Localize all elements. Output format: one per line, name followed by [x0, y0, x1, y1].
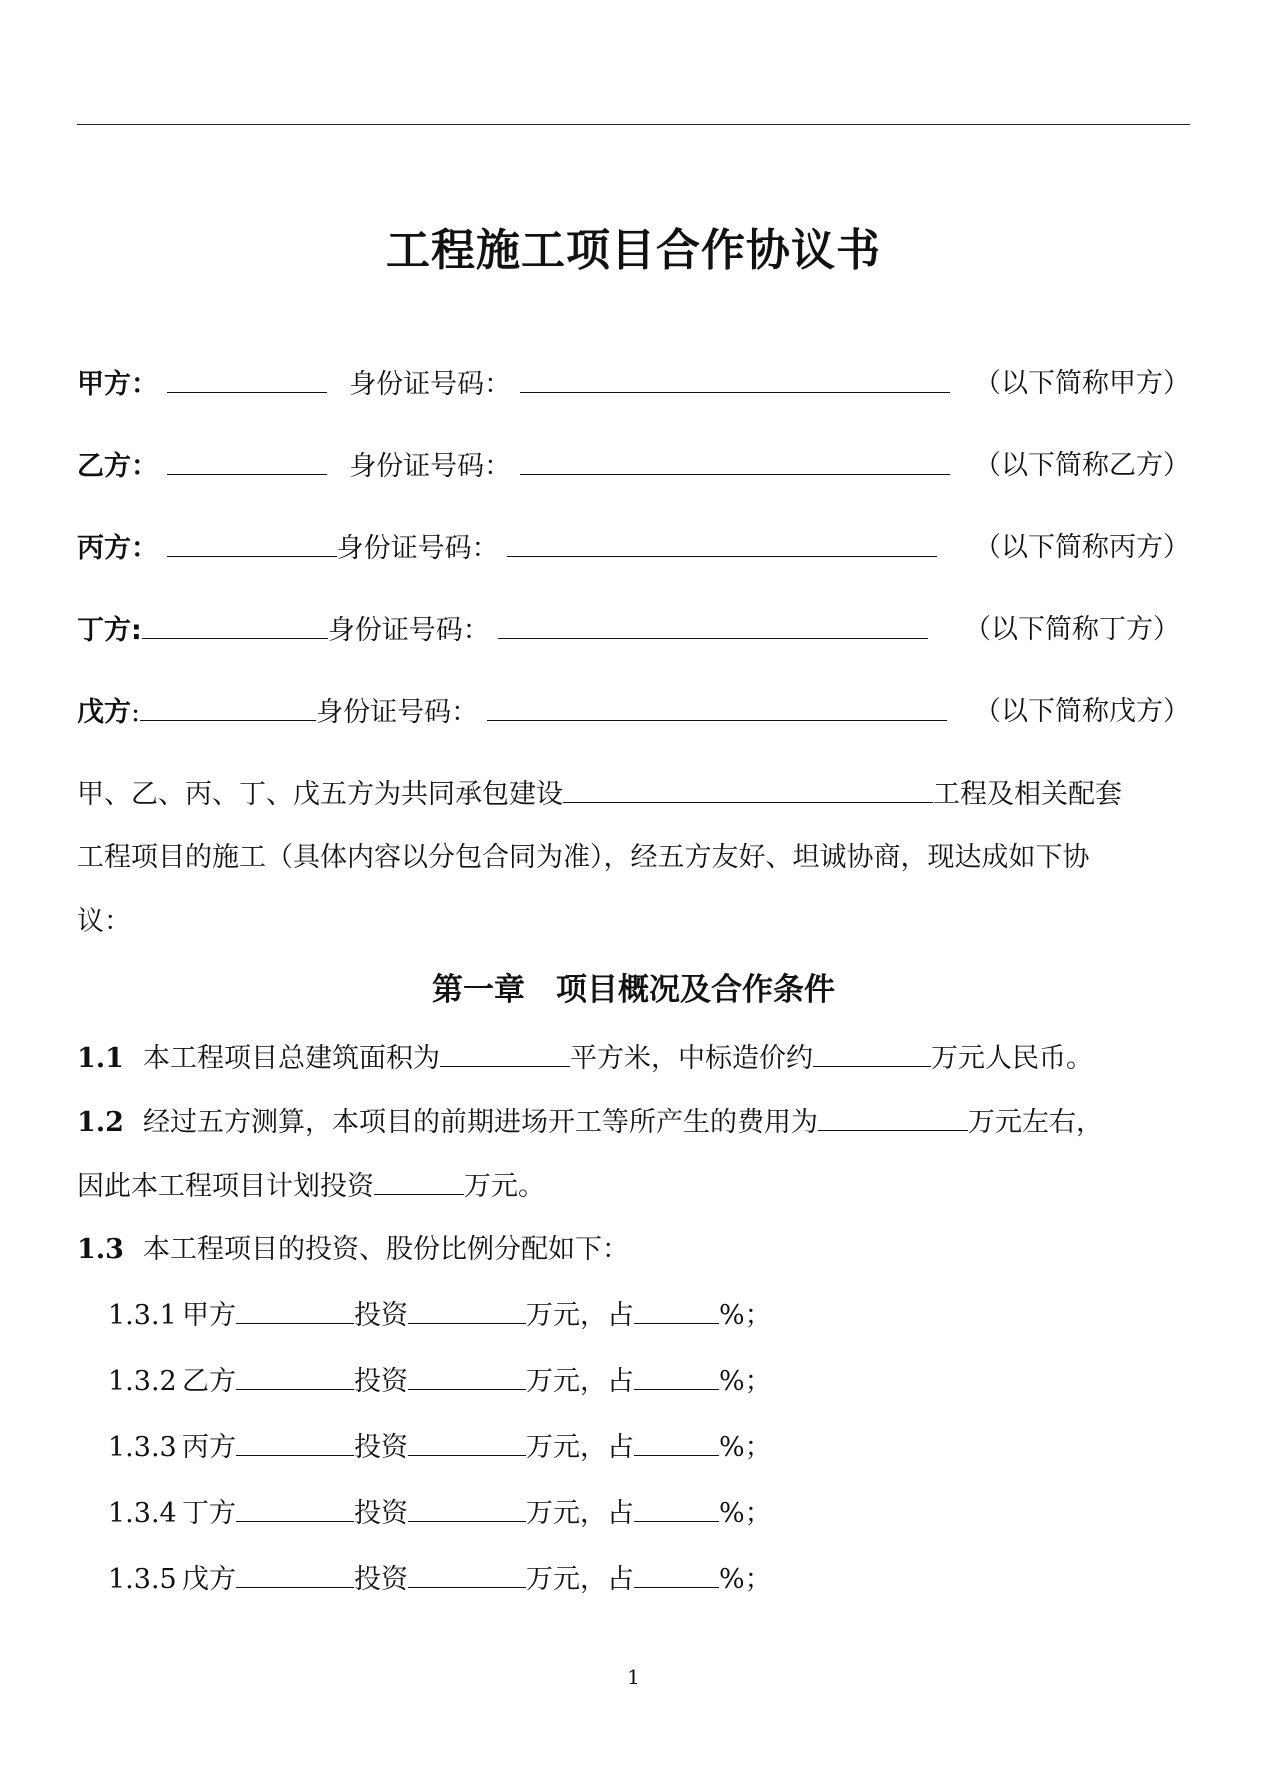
id-number-field[interactable]: [520, 366, 950, 393]
allocation-text: 占: [607, 1498, 634, 1529]
party-note: （以下简称丁方）: [964, 614, 1180, 645]
allocation-text: 万元，: [526, 1300, 607, 1331]
allocation-text: 投资: [354, 1366, 408, 1397]
party-label: 乙方: [77, 451, 131, 482]
clause-text: 本工程项目总建筑面积为: [143, 1043, 440, 1074]
intro-text: 甲、乙、丙、丁、戊五方为共同承包建设: [77, 779, 563, 810]
clause-text: 经过五方测算，本项目的前期进场开工等所产生的费用为: [143, 1107, 818, 1138]
party-name-field[interactable]: [142, 612, 328, 639]
allocation-row: [108, 1363, 1221, 1400]
investment-field[interactable]: [374, 1168, 464, 1195]
party-name-field[interactable]: [167, 530, 337, 557]
party-note: （以下简称戊方）: [974, 696, 1190, 727]
clause-text: 万元。: [464, 1171, 545, 1202]
allocation-text: 万元，: [526, 1498, 607, 1529]
id-number-field[interactable]: [498, 612, 928, 639]
party-label: 甲方: [77, 369, 131, 400]
allocation-number: 1.3.2: [108, 1366, 177, 1397]
party-line-wu: [77, 694, 1190, 730]
allocation-row: [108, 1297, 1221, 1334]
clause-1-1: [77, 1040, 1190, 1077]
clause-number: 1.2: [77, 1107, 124, 1138]
intro-line-3: 议：: [77, 906, 131, 937]
allocation-amount-field[interactable]: [408, 1429, 526, 1456]
party-line-jia: [77, 366, 1190, 402]
allocation-row: [108, 1561, 1221, 1598]
party-line-bing: [77, 530, 1190, 566]
clause-text: 万元左右，: [968, 1107, 1103, 1138]
allocation-percent-field[interactable]: [634, 1297, 719, 1324]
party-line-ding: [77, 612, 1190, 648]
header-rule: [77, 124, 1190, 125]
allocation-party: 甲方: [182, 1300, 236, 1331]
intro-line-2: 工程项目的施工（具体内容以分包合同为准），经五方友好、坦诚协商，现达成如下协: [77, 842, 1090, 873]
party-colon: ：: [131, 451, 158, 482]
allocation-number: 1.3.4: [108, 1498, 177, 1529]
id-number-field[interactable]: [507, 530, 937, 557]
allocation-text: %；: [719, 1432, 772, 1463]
party-label: 丙方: [77, 533, 131, 564]
allocation-name-field[interactable]: [236, 1561, 354, 1588]
party-colon: ：: [131, 533, 158, 564]
clause-number: 1.1: [77, 1043, 124, 1074]
party-colon: ：: [131, 369, 158, 400]
party-note: （以下简称丙方）: [974, 532, 1190, 563]
chapter-heading: 第一章 项目概况及合作条件: [432, 972, 835, 1008]
clause-number: 1.3: [77, 1234, 124, 1265]
allocation-text: %；: [719, 1564, 772, 1595]
project-name-field[interactable]: [563, 776, 933, 803]
clause-text: 因此本工程项目计划投资: [77, 1171, 374, 1202]
document-title: 工程施工项目合作协议书: [386, 225, 881, 276]
allocation-row: [108, 1495, 1221, 1532]
allocation-text: 万元，: [526, 1366, 607, 1397]
allocation-percent-field[interactable]: [634, 1495, 719, 1522]
cost-field[interactable]: [818, 1104, 968, 1131]
allocation-text: %；: [719, 1498, 772, 1529]
allocation-percent-field[interactable]: [634, 1363, 719, 1390]
id-label: 身份证号码：: [327, 615, 490, 646]
clause-text: 平方米，中标造价约: [570, 1043, 813, 1074]
clause-1-2: [77, 1104, 1190, 1141]
allocation-name-field[interactable]: [236, 1495, 354, 1522]
allocation-text: 投资: [354, 1564, 408, 1595]
clause-1-2-line-2: [77, 1168, 1190, 1205]
allocation-text: 占: [607, 1300, 634, 1331]
allocation-amount-field[interactable]: [408, 1363, 526, 1390]
allocation-party: 丁方: [182, 1498, 236, 1529]
allocation-text: 投资: [354, 1498, 408, 1529]
allocation-name-field[interactable]: [236, 1363, 354, 1390]
party-name-field[interactable]: [140, 694, 316, 721]
allocation-text: 占: [607, 1366, 634, 1397]
allocation-text: 投资: [354, 1432, 408, 1463]
party-line-yi: [77, 448, 1190, 484]
party-colon: :: [131, 697, 141, 728]
id-number-field[interactable]: [520, 448, 950, 475]
area-field[interactable]: [440, 1040, 570, 1067]
allocation-name-field[interactable]: [236, 1297, 354, 1324]
allocation-number: 1.3.3: [108, 1432, 177, 1463]
allocation-party: 丙方: [182, 1432, 236, 1463]
allocation-amount-field[interactable]: [408, 1297, 526, 1324]
party-note: （以下简称甲方）: [974, 368, 1190, 399]
allocation-number: 1.3.1: [108, 1300, 177, 1331]
allocation-amount-field[interactable]: [408, 1495, 526, 1522]
allocation-percent-field[interactable]: [634, 1561, 719, 1588]
clause-text: 本工程项目的投资、股份比例分配如下：: [143, 1234, 629, 1265]
id-number-field[interactable]: [487, 694, 947, 721]
clause-text: 万元人民币。: [931, 1043, 1093, 1074]
intro-text: 工程及相关配套: [933, 779, 1122, 810]
party-label: 戊方: [77, 697, 131, 728]
allocation-party: 乙方: [182, 1366, 236, 1397]
allocation-text: 占: [607, 1432, 634, 1463]
id-label: 身份证号码：: [349, 451, 512, 482]
allocation-party: 戊方: [182, 1564, 236, 1595]
party-note: （以下简称乙方）: [974, 450, 1190, 481]
allocation-text: 占: [607, 1564, 634, 1595]
allocation-name-field[interactable]: [236, 1429, 354, 1456]
party-colon: :: [131, 615, 142, 646]
party-label: 丁方: [77, 615, 131, 646]
allocation-text: %；: [719, 1300, 772, 1331]
allocation-number: 1.3.5: [108, 1564, 177, 1595]
allocation-text: %；: [719, 1366, 772, 1397]
id-label: 身份证号码：: [349, 369, 512, 400]
party-name-field[interactable]: [167, 448, 327, 475]
allocation-text: 投资: [354, 1300, 408, 1331]
allocation-percent-field[interactable]: [634, 1429, 719, 1456]
allocation-row: [108, 1429, 1221, 1466]
allocation-text: 万元，: [526, 1564, 607, 1595]
allocation-text: 万元，: [526, 1432, 607, 1463]
id-label: 身份证号码：: [316, 697, 479, 728]
intro-line-1: [77, 776, 1190, 813]
party-name-field[interactable]: [167, 366, 327, 393]
price-field[interactable]: [813, 1040, 931, 1067]
id-label: 身份证号码：: [336, 533, 499, 564]
allocation-amount-field[interactable]: [408, 1561, 526, 1588]
page-number: 1: [627, 1665, 640, 1689]
clause-1-3: [77, 1232, 1190, 1268]
